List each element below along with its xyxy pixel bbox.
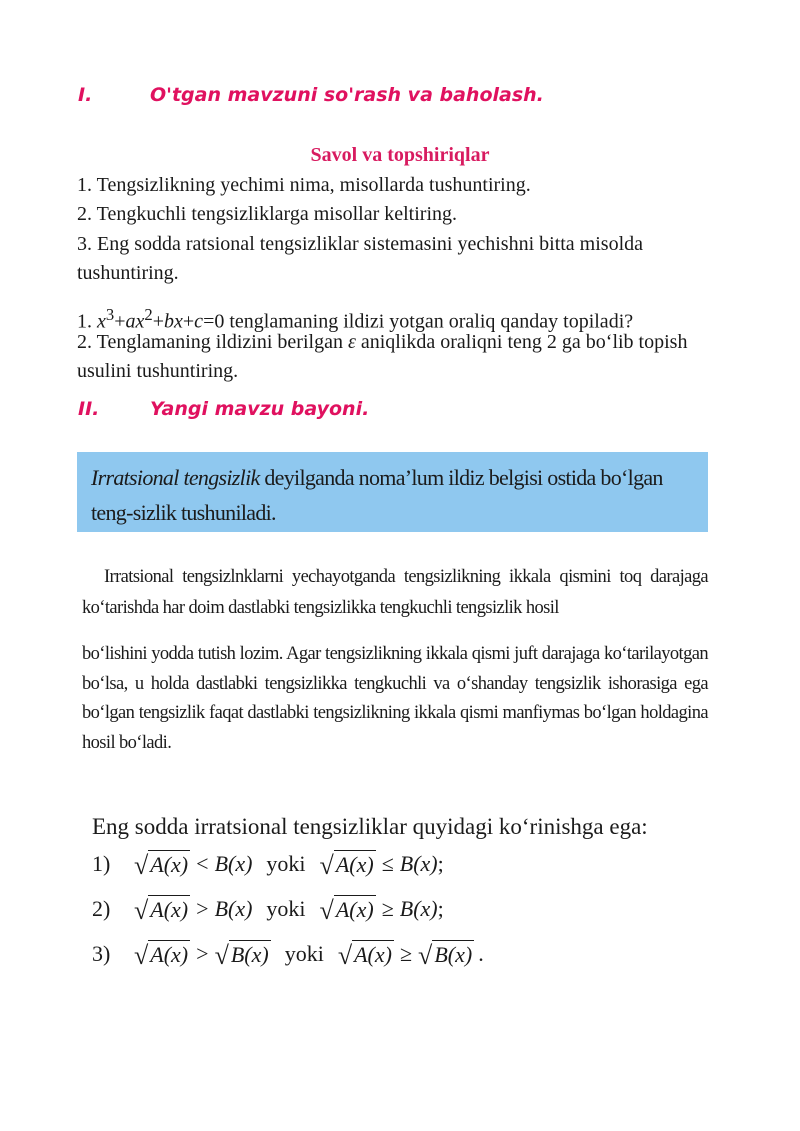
body-paragraph: Irratsional tengsizlnklarni yechayotganda tengsizlikning ikkala qismini toq darajaga ko‘tarishda har doim dastlabki tengsizlikka tengkuchli tengsizlik hosil [82,567,708,618]
forms-intro: Eng sodda irratsional tengsizliklar quyidagi ko‘rinishga ega: [92,814,648,839]
sqrt-B: √ B(x) [214,940,269,970]
terminator: . [478,941,484,966]
question-item: 1. Tengsizlikning yechimi nima, misollarda tushuntiring. [77,174,531,196]
section-number: II. [78,398,100,420]
sqrt-A: √ A(x) [319,850,374,880]
sqrt-A: √ A(x) [134,940,189,970]
section-title: O'tgan mavzuni so'rash va baholash. [150,84,544,106]
inequality-form-2 [92,889,444,929]
sqrt-A: √ A(x) [134,895,189,925]
form-index: 3) [92,941,111,966]
B-term: B(x) [214,851,253,876]
body-paragraph: bo‘lishini yodda tutish lozim. Agar tengsizlikning ikkala qismi juft darajaga ko‘tarilayotgan bo‘lsa, u holda dastlabki tengsizlikka tengkuchli va o‘shanday tengsizlik ishorasiga ega bo‘lgan tengsizlik faqat dastlabki tengsizlikning ikkala qismi manfiymas bo‘lgan holdagina hosil bo‘ladi. [82,644,708,753]
problem-item: 2. Tenglamaning ildizini berilgan ε aniqlikda oraliqni teng 2 ga bo‘lib topish usulini tushuntiring. [77,331,688,382]
section-heading-2 [78,398,369,420]
connector: yoki [266,851,306,876]
question-item: 2. Tengkuchli tengsizliklarga misollar keltiring. [77,203,458,225]
operator: < [196,851,209,876]
definition-term: Irratsional tengsizlik [91,465,260,490]
sqrt-A: √ A(x) [319,895,374,925]
operator: ≥ [381,896,394,921]
problem-item: 1. $x^3+ax^2+bx+c=0$ tenglamaning ildizi yotgan oraliq qanday topiladi? [77,305,634,333]
section-number: I. [78,84,93,106]
form-index: 2) [92,896,111,921]
section-title: Yangi mavzu bayoni. [150,398,370,420]
inequality-form-1 [92,844,444,884]
definition-box [77,452,708,532]
B-term: B(x) [399,851,438,876]
connector: yoki [284,941,324,966]
question-item: 3. Eng sodda ratsional tengsizliklar sistemasini yechishni bitta misolda tushuntiring. [77,233,644,284]
inequality-form-3 [92,934,484,974]
operator: > [196,896,209,921]
sqrt-B: √ B(x) [418,940,473,970]
operator: ≥ [399,941,413,966]
section-heading-1 [78,84,544,106]
form-index: 1) [92,851,111,876]
sqrt-A: √ A(x) [134,850,189,880]
definition-text: deyilganda noma’lum ildiz belgisi ostida bo‘lgan teng-sizlik tushuniladi. [91,465,663,525]
operator: ≤ [381,851,394,876]
terminator: ; [437,896,444,921]
B-term: B(x) [214,896,253,921]
terminator: ; [437,851,444,876]
sqrt-A: √ A(x) [337,940,392,970]
B-term: B(x) [399,896,438,921]
connector: yoki [266,896,306,921]
questions-title: Savol va topshiriqlar [310,144,490,166]
operator: > [196,941,209,966]
